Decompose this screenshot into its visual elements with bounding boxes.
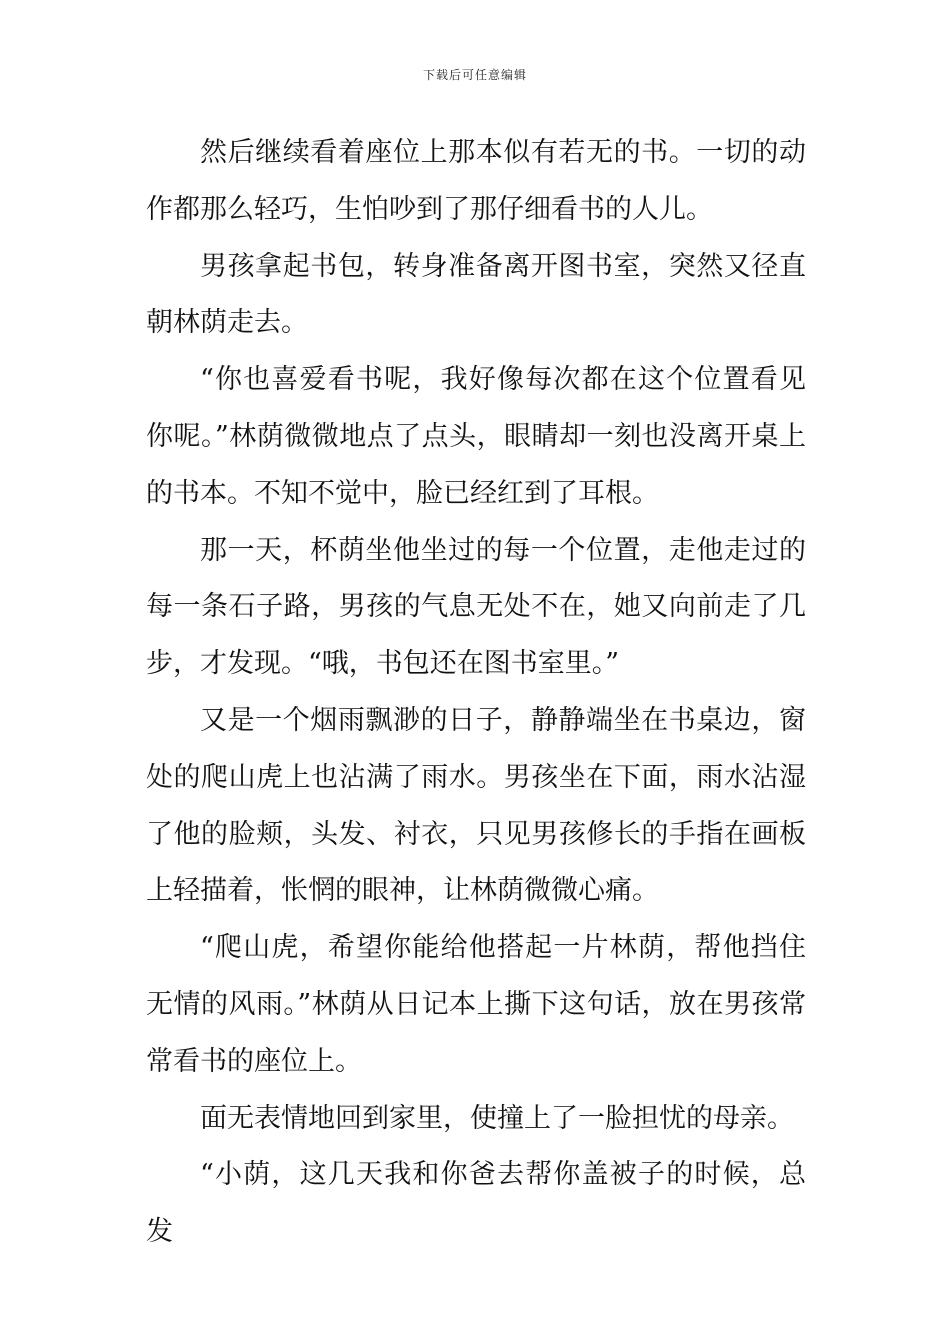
paragraph-1: 然后继续看着座位上那本似有若无的书。一切的动作都那么轻巧，生怕吵到了那仔细看书的人儿。 xyxy=(146,137,806,225)
paragraph-8: “小荫，这几天我和你爸去帮你盖被子的时候，总发 xyxy=(146,1159,806,1248)
paragraph-2: 男孩拿起书包，转身准备离开图书室，突然又径直朝林荫走去。 xyxy=(146,250,806,339)
paragraph-5: 又是一个烟雨飘渺的日子，静静端坐在书桌边，窗处的爬山虎上也沾满了雨水。男孩坐在下面，雨水沾湿了他的脸颊，头发、衬衣，只见男孩修长的手指在画板上轻描着，怅惘的眼神，让林荫微微心痛。 xyxy=(146,704,806,907)
header-note: 下载后可任意编辑 xyxy=(422,68,527,82)
paragraph-7: 面无表情地回到家里，使撞上了一脸担忧的母亲。 xyxy=(200,1102,794,1134)
paragraph-6: “爬山虎，希望你能给他搭起一片林荫，帮他挡住无情的风雨。”林荫从日记本上撕下这句话，放在男孩常常看书的座位上。 xyxy=(146,932,806,1077)
document-body xyxy=(146,125,806,1261)
paragraph-4: 那一天，杯荫坐他坐过的每一个位置，走他走过的每一条石子路，男孩的气息无处不在，她又向前走了几步，才发现。“哦，书包还在图书室里。” xyxy=(146,534,806,680)
paragraph-3: “你也喜爱看书呢，我好像每次都在这个位置看见你呢。”林荫微微地点了点头，眼睛却一刻也没离开桌上的书本。不知不觉中，脸已经红到了耳根。 xyxy=(146,364,806,509)
